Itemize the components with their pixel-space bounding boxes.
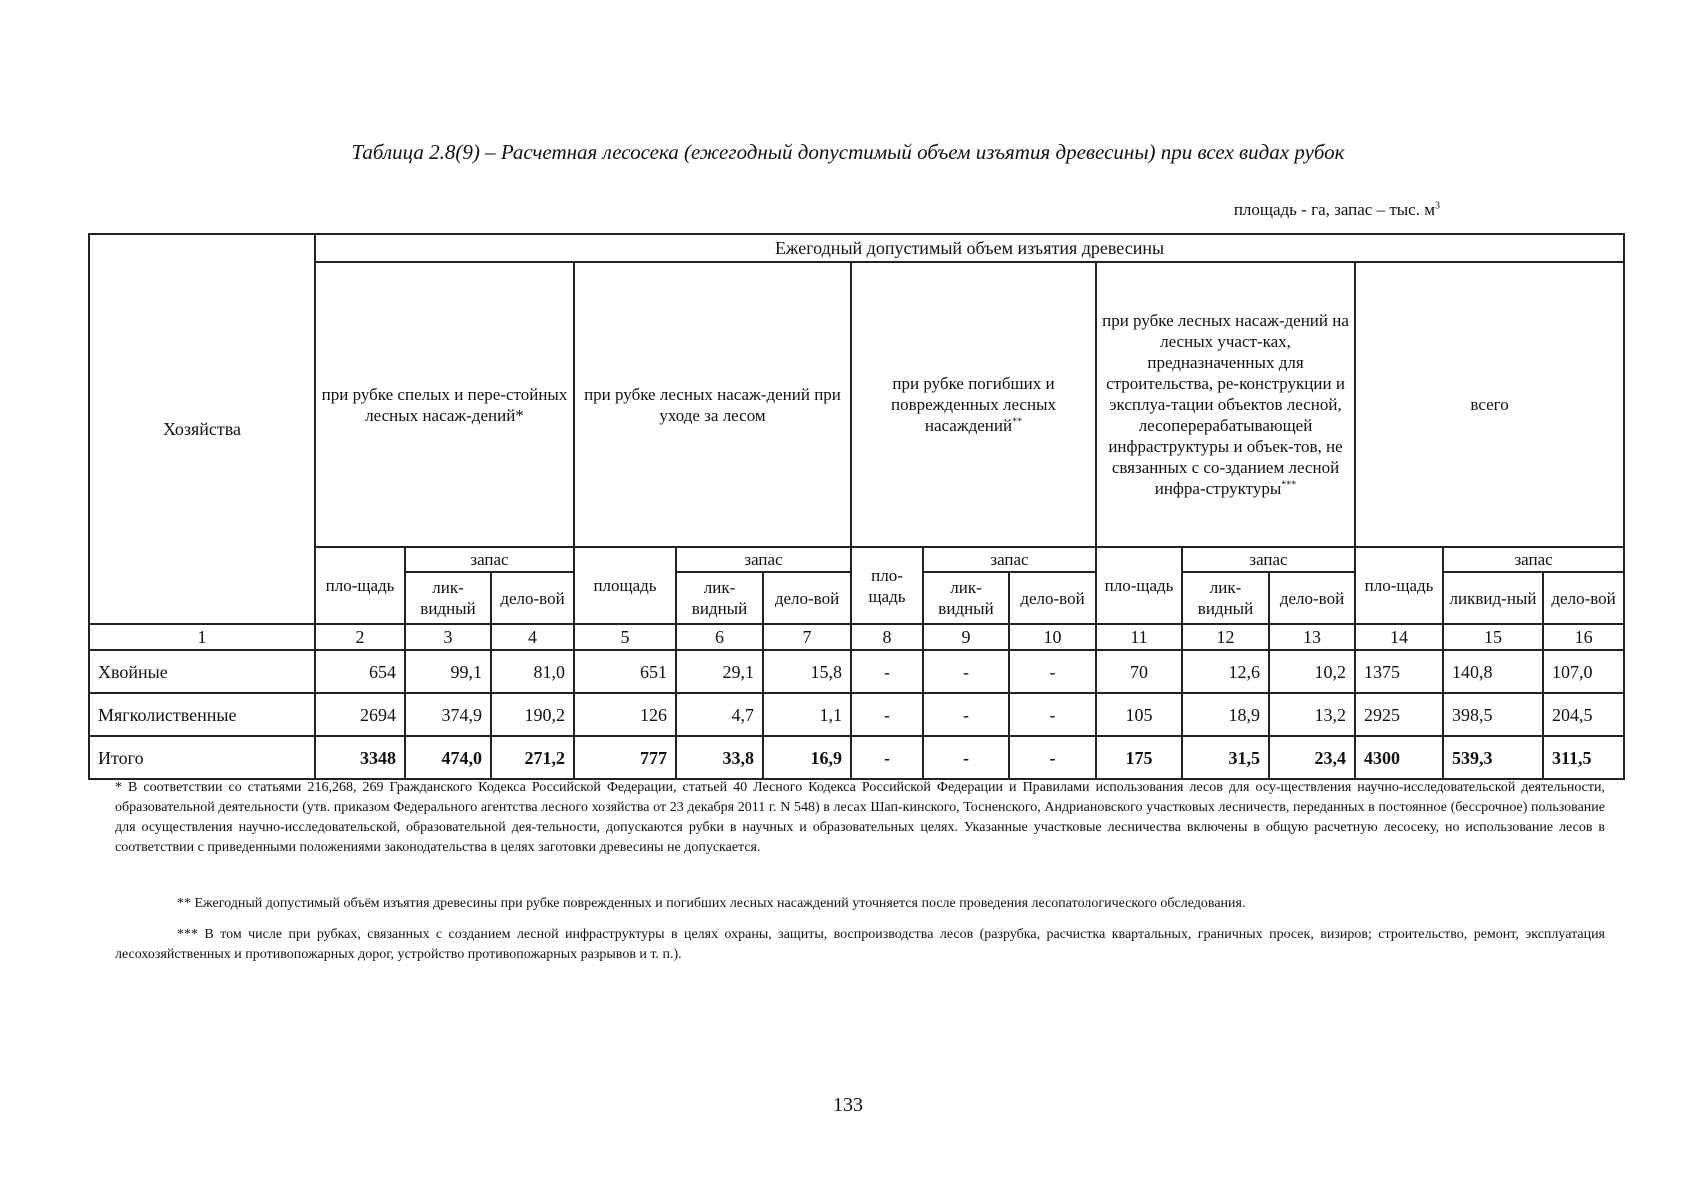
column-number: 6 <box>676 624 763 650</box>
commercial-header: дело-вой <box>1269 572 1355 624</box>
column-number: 9 <box>923 624 1009 650</box>
liquid-header: лик-видный <box>923 572 1009 624</box>
column-number: 15 <box>1443 624 1543 650</box>
stock-header: запас <box>923 547 1096 572</box>
cell-value: - <box>1009 650 1096 693</box>
liquid-header: лик-видный <box>405 572 491 624</box>
cell-value: 2694 <box>315 693 405 736</box>
area-header: пло-щадь <box>315 547 405 624</box>
liquid-header: лик-видный <box>1182 572 1269 624</box>
cell-value: 204,5 <box>1543 693 1624 736</box>
cell-value: 33,8 <box>676 736 763 779</box>
commercial-header: дело-вой <box>1009 572 1096 624</box>
cell-value: 16,9 <box>763 736 851 779</box>
column-number: 3 <box>405 624 491 650</box>
column-number: 10 <box>1009 624 1096 650</box>
units-note <box>1234 200 1440 220</box>
group-header-thinning: при рубке лесных насаж-дений при уходе за лесом <box>574 262 851 547</box>
units-superscript: 3 <box>1435 200 1440 212</box>
cell-value: - <box>923 650 1009 693</box>
commercial-header: дело-вой <box>491 572 574 624</box>
column-number: 2 <box>315 624 405 650</box>
cell-value: 374,9 <box>405 693 491 736</box>
column-number: 11 <box>1096 624 1182 650</box>
column-number: 7 <box>763 624 851 650</box>
cell-value: 15,8 <box>763 650 851 693</box>
group-header-construction: при рубке лесных насаж-дений на лесных участ-ках, предназначенных для строительства, ре-конструкции и эксплуа-тации объектов лесной, лесоперерабатывающей инфраструктуры и объек-тов, не связанных с со-зданием лесной инфра-структуры*** <box>1096 262 1355 547</box>
area-header: пло-щадь <box>1096 547 1182 624</box>
column-number: 16 <box>1543 624 1624 650</box>
column-number: 12 <box>1182 624 1269 650</box>
cell-value: 126 <box>574 693 676 736</box>
group-header-damaged: при рубке погибших и поврежденных лесных насаждений** <box>851 262 1096 547</box>
cell-value: 654 <box>315 650 405 693</box>
cell-value: 190,2 <box>491 693 574 736</box>
cell-value: 311,5 <box>1543 736 1624 779</box>
cell-value: 81,0 <box>491 650 574 693</box>
cell-value: - <box>851 736 923 779</box>
table-row <box>89 650 1624 693</box>
farm-name: Итого <box>89 736 315 779</box>
cell-value: - <box>1009 736 1096 779</box>
cell-value: 105 <box>1096 693 1182 736</box>
cell-value: 1375 <box>1355 650 1443 693</box>
cell-value: 12,6 <box>1182 650 1269 693</box>
cell-value: - <box>923 693 1009 736</box>
footnote-3: *** В том числе при рубках, связанных с созданием лесной инфраструктуры в целях охраны, защиты, воспроизводства лесов (разрубка, расчистка квартальных, граничных просек, визиров; строительство, ремонт, эксплуатация лесохозяйственных и противопожарных дорог, устройство противопожарных разрывов и т. п.). <box>115 927 1605 962</box>
cell-value: 10,2 <box>1269 650 1355 693</box>
farm-name: Хвойные <box>89 650 315 693</box>
cell-value: 31,5 <box>1182 736 1269 779</box>
column-number: 5 <box>574 624 676 650</box>
footnote-1: * В соответствии со статьями 216,268, 269 Гражданского Кодекса Российской Федерации, статьей 40 Лесного Кодекса Российской Федерации и Правилами использования лесов для осу-ществления научно-исследовательской деятельности, образовательной деятельности (утв. приказом Федерального агентства лесного хозяйства от 23 декабря 2011 г. N 548) в лесах Шап-кинского, Тосненского, Андриановского участковых лесничеств, переданных в постоянное (бессрочное) пользование для осуществления научно-исследовательской, образовательной дея-тельности, допускаются рубки в научных и образовательных целях. Указанные участковые лесничества включены в общую расчетную лесосеку, но использование лесов в соответствии с приведенными положениями законодательства в целях заготовки древесины не допускается. <box>115 780 1605 855</box>
cell-value: 2925 <box>1355 693 1443 736</box>
farms-header: Хозяйства <box>89 234 315 624</box>
liquid-header: ликвид-ный <box>1443 572 1543 624</box>
cell-value: 3348 <box>315 736 405 779</box>
cell-value: 398,5 <box>1443 693 1543 736</box>
felling-table <box>88 233 1625 780</box>
area-header: пло-щадь <box>851 547 923 624</box>
cell-value: 4,7 <box>676 693 763 736</box>
cell-value: 175 <box>1096 736 1182 779</box>
cell-value: 651 <box>574 650 676 693</box>
stock-header: запас <box>676 547 851 572</box>
table-row <box>89 693 1624 736</box>
cell-value: 777 <box>574 736 676 779</box>
cell-value: - <box>1009 693 1096 736</box>
cell-value: 4300 <box>1355 736 1443 779</box>
cell-value: 99,1 <box>405 650 491 693</box>
group-header-total: всего <box>1355 262 1624 547</box>
cell-value: 1,1 <box>763 693 851 736</box>
farm-name: Мягколиственные <box>89 693 315 736</box>
cell-value: 474,0 <box>405 736 491 779</box>
cell-value: 18,9 <box>1182 693 1269 736</box>
cell-value: 140,8 <box>1443 650 1543 693</box>
stock-header: запас <box>405 547 574 572</box>
stock-header: запас <box>1182 547 1355 572</box>
column-number: 1 <box>89 624 315 650</box>
commercial-header: дело-вой <box>1543 572 1624 624</box>
footnote-2: ** Ежегодный допустимый объём изъятия древесины при рубке поврежденных и погибших лесных насаждений уточняется после проведения лесопатологического обследования. <box>177 896 1246 911</box>
column-number: 8 <box>851 624 923 650</box>
stock-header: запас <box>1443 547 1624 572</box>
cell-value: 271,2 <box>491 736 574 779</box>
cell-value: 70 <box>1096 650 1182 693</box>
area-header: площадь <box>574 547 676 624</box>
table-title: Таблица 2.8(9) – Расчетная лесосека (ежегодный допустимый объем изъятия древесины) при всех видах рубок <box>351 140 1345 164</box>
cell-value: 23,4 <box>1269 736 1355 779</box>
main-header: Ежегодный допустимый объем изъятия древесины <box>315 234 1624 262</box>
liquid-header: лик-видный <box>676 572 763 624</box>
area-header: пло-щадь <box>1355 547 1443 624</box>
column-number: 14 <box>1355 624 1443 650</box>
cell-value: 107,0 <box>1543 650 1624 693</box>
cell-value: - <box>923 736 1009 779</box>
column-number: 4 <box>491 624 574 650</box>
table-row-total <box>89 736 1624 779</box>
column-number: 13 <box>1269 624 1355 650</box>
page-number: 133 <box>833 1094 863 1116</box>
cell-value: 539,3 <box>1443 736 1543 779</box>
column-numbers-row <box>89 624 1624 650</box>
commercial-header: дело-вой <box>763 572 851 624</box>
units-text: площадь - га, запас – тыс. м <box>1233 200 1435 219</box>
cell-value: 13,2 <box>1269 693 1355 736</box>
cell-value: - <box>851 693 923 736</box>
group-header-mature: при рубке спелых и пере-стойных лесных насаж-дений* <box>315 262 574 547</box>
cell-value: - <box>851 650 923 693</box>
cell-value: 29,1 <box>676 650 763 693</box>
